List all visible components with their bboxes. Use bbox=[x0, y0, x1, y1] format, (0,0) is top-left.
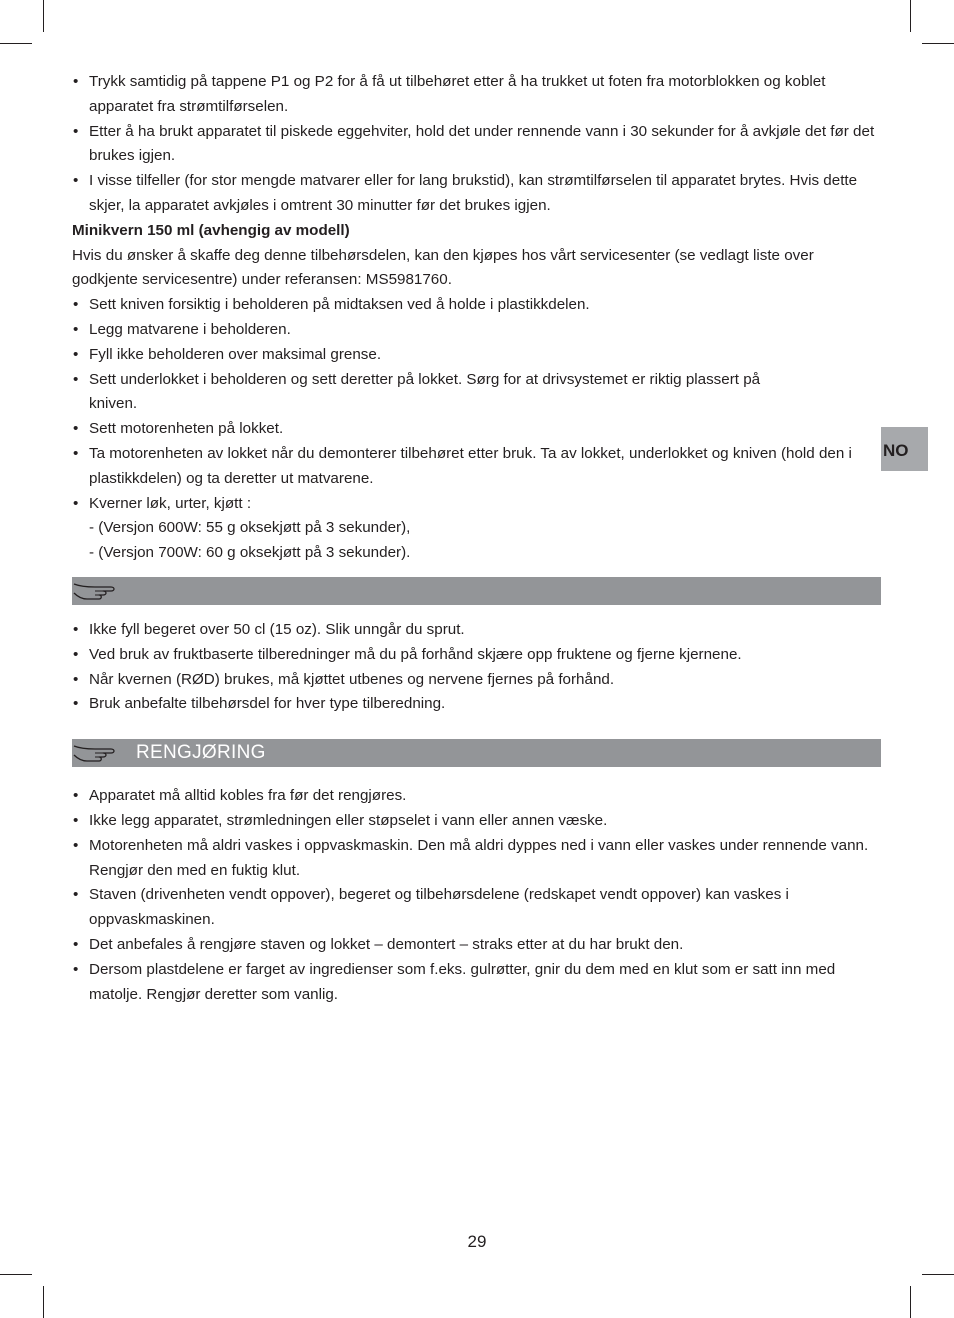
bullet: • bbox=[73, 811, 79, 829]
list-item bbox=[72, 809, 881, 834]
list-item bbox=[72, 368, 881, 418]
language-tab: NO bbox=[881, 427, 928, 471]
bullet: • bbox=[73, 787, 79, 805]
bullet: • bbox=[73, 960, 79, 978]
list-item bbox=[72, 668, 881, 693]
minikvern-intro: Hvis du ønsker å skaffe deg denne tilbehørsdelen, kan den kjøpes hos vårt servicesenter (se vedlagt liste over godkjente servicesentre) under referansen: MS5981760. bbox=[72, 246, 814, 289]
sub-item: - (Versjon 700W: 60 g oksekjøtt på 3 sekunder). bbox=[89, 544, 411, 562]
cleaning-section-header bbox=[72, 739, 881, 767]
cleaning-list bbox=[72, 784, 881, 1007]
list-item bbox=[72, 318, 881, 343]
list-item bbox=[72, 492, 881, 517]
list-item bbox=[72, 293, 881, 318]
bullet: • bbox=[73, 172, 79, 190]
list-item-text: Kverner løk, urter, kjøtt : bbox=[89, 494, 252, 512]
crop-mark bbox=[922, 1274, 954, 1275]
bullet: • bbox=[73, 320, 79, 338]
bullet: • bbox=[73, 935, 79, 953]
list-item-text: Etter å ha brukt apparatet til piskede eggehviter, hold det under rennende vann i 30 sekunder for å avkjøle det før det brukes igjen. bbox=[89, 122, 875, 165]
list-item-text: Staven (drivenheten vendt oppover), begeret og tilbehørsdelene (redskapet vendt oppover) kan vaskes i oppvaskmaskinen. bbox=[89, 886, 789, 929]
minikvern-heading: Minikvern 150 ml (avhengig av modell) bbox=[72, 221, 350, 239]
list-item-text: Sett kniven forsiktig i beholderen på midtaksen ved å holde i plastikkdelen. bbox=[89, 296, 590, 314]
list-item-text: Sett underlokket i beholderen og sett deretter på lokket. Sørg for at drivsystemet er riktig plassert på kniven. bbox=[89, 370, 761, 413]
list-item-text: Motorenheten må aldri vaskes i oppvaskmaskin. Den må aldri dyppes ned i vann eller vaskes under rennende vann. Rengjør den med en fuktig klut. bbox=[89, 836, 869, 879]
hand-pointer-icon bbox=[73, 742, 119, 764]
list-item-text: Ikke fyll begeret over 50 cl (15 oz). Slik unngår du sprut. bbox=[89, 620, 465, 638]
bullet: • bbox=[73, 444, 79, 462]
list-item-text: Ikke legg apparatet, strømledningen eller støpselet i vann eller annen væske. bbox=[89, 811, 608, 829]
list-item-text: Fyll ikke beholderen over maksimal grense. bbox=[89, 345, 382, 363]
section-title: RENGJØRING bbox=[136, 742, 266, 764]
tips-section-header bbox=[72, 577, 881, 605]
list-item bbox=[72, 343, 881, 368]
bullet: • bbox=[73, 73, 79, 90]
list-item bbox=[72, 958, 881, 1008]
bullet: • bbox=[73, 296, 79, 314]
bullet: • bbox=[73, 836, 79, 854]
sub-item: - (Versjon 600W: 55 g oksekjøtt på 3 sekunder), bbox=[89, 519, 411, 537]
list-item bbox=[72, 618, 881, 643]
list-item-text: Bruk anbefalte tilbehørsdel for hver type tilberedning. bbox=[89, 695, 446, 713]
bullet: • bbox=[73, 345, 79, 363]
list-item bbox=[72, 120, 881, 170]
list-item bbox=[72, 883, 881, 933]
list-item-text: Legg matvarene i beholderen. bbox=[89, 320, 291, 338]
bullet: • bbox=[73, 670, 79, 688]
list-item bbox=[72, 784, 881, 809]
list-item-text: I visse tilfeller (for stor mengde matvarer eller for lang brukstid), kan strømtilførselen til apparatet brytes. Hvis dette skjer, la apparatet avkjøles i omtrent 30 minutter før det brukes igjen. bbox=[89, 172, 858, 214]
list-item-text: Når kvernen (RØD) brukes, må kjøttet utbenes og nervene fjernes på forhånd. bbox=[89, 670, 615, 688]
hand-pointer-icon bbox=[73, 580, 119, 602]
list-item bbox=[72, 692, 881, 717]
list-item bbox=[72, 834, 881, 884]
tips-list bbox=[72, 618, 881, 717]
bullet: • bbox=[73, 494, 79, 512]
bullet: • bbox=[73, 645, 79, 663]
bullet: • bbox=[73, 620, 79, 638]
list-item bbox=[72, 417, 881, 442]
crop-mark bbox=[922, 43, 954, 44]
bullet: • bbox=[73, 420, 79, 438]
crop-mark bbox=[0, 1274, 32, 1275]
list-item bbox=[72, 643, 881, 668]
list-item bbox=[72, 70, 881, 120]
list-item-text: Dersom plastdelene er farget av ingredienser som f.eks. gulrøtter, gnir du dem med en klut som er satt inn med matolje. Rengjør deretter som vanlig. bbox=[89, 960, 836, 1003]
bullet: • bbox=[73, 370, 79, 388]
bullet: • bbox=[73, 695, 79, 713]
crop-mark bbox=[0, 43, 32, 44]
list-item bbox=[72, 169, 881, 219]
crop-mark bbox=[43, 0, 44, 32]
list-item-text: Ved bruk av fruktbaserte tilberedninger må du på forhånd skjære opp fruktene og fjerne kjernene. bbox=[89, 645, 742, 663]
list-item-text: Trykk samtidig på tappene P1 og P2 for å få ut tilbehøret etter å ha trukket ut foten fra motorblokken og koblet apparatet fra strømtilførselen. bbox=[89, 73, 826, 115]
crop-mark bbox=[910, 0, 911, 32]
list-item bbox=[72, 933, 881, 958]
list-item bbox=[72, 442, 881, 492]
list-item-text: Sett motorenheten på lokket. bbox=[89, 420, 284, 438]
bullet: • bbox=[73, 122, 79, 140]
crop-mark bbox=[910, 1286, 911, 1318]
accessory-list bbox=[72, 70, 881, 219]
list-item-text: Ta motorenheten av lokket når du demonterer tilbehøret etter bruk. Ta av lokket, underlokket og kniven (hold den i plastikkdelen) og ta deretter ut matvarene. bbox=[89, 444, 852, 487]
crop-mark bbox=[43, 1286, 44, 1318]
list-item-text: Apparatet må alltid kobles fra før det rengjøres. bbox=[89, 787, 407, 805]
list-item-text: Det anbefales å rengjøre staven og lokket – demontert – straks etter at du har brukt den. bbox=[89, 935, 684, 953]
minikvern-list bbox=[72, 293, 881, 516]
page-number: 29 bbox=[467, 1232, 487, 1251]
bullet: • bbox=[73, 886, 79, 904]
page-content bbox=[72, 70, 881, 1007]
